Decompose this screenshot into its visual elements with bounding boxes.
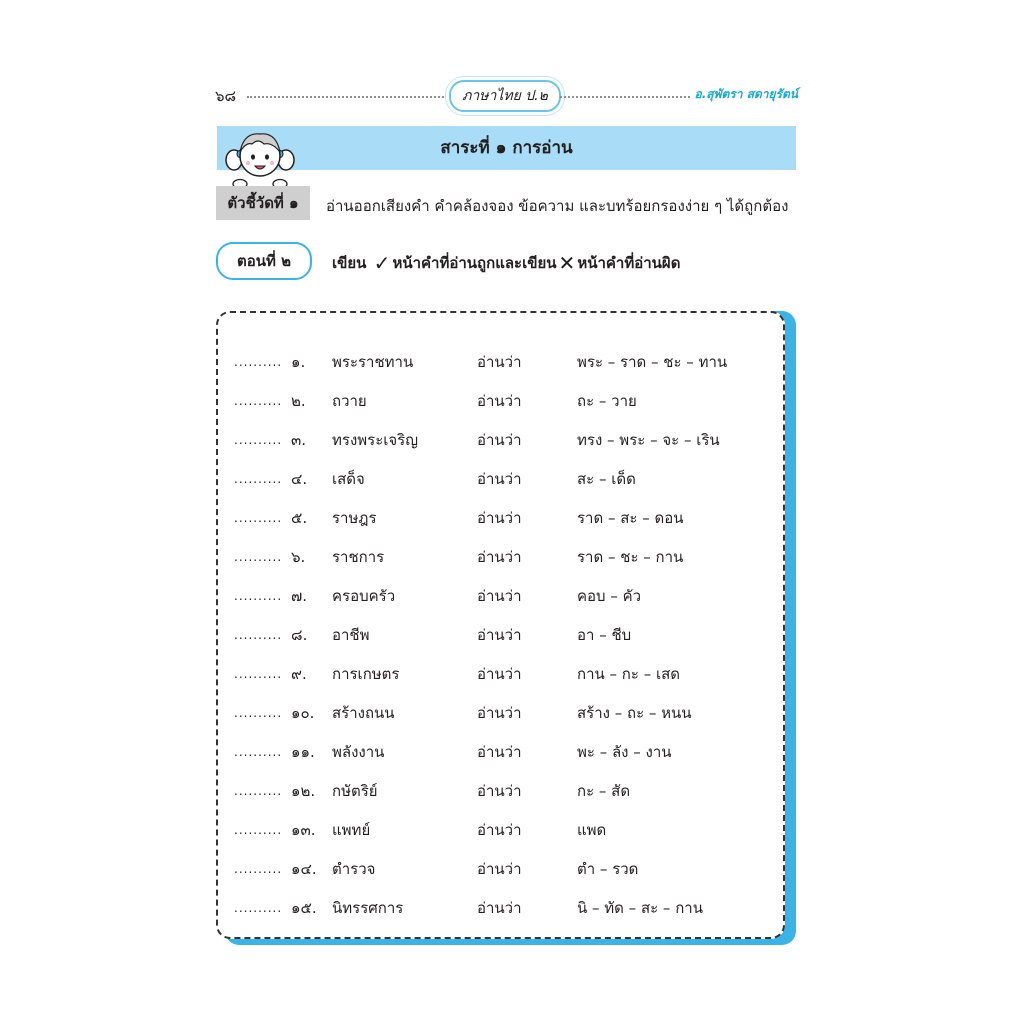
reads-as-label: อ่านว่า [477, 470, 522, 488]
exercise-row [218, 347, 783, 377]
check-mark-icon: ✓ [373, 251, 391, 275]
answer-blank[interactable]: .......... [234, 511, 283, 525]
header-divider-left [247, 96, 447, 98]
item-word: ราษฎร [332, 509, 377, 527]
item-reading: ตำ – รวด [577, 860, 639, 878]
exercise-row [218, 698, 783, 728]
author-name: อ.สุพัตรา สดายุรัตน์ [694, 87, 798, 101]
exercise-row [218, 425, 783, 455]
item-word: อาชีพ [332, 626, 370, 644]
instruction-prefix: เขียน [332, 254, 367, 272]
item-number: ๘. [291, 626, 308, 644]
item-word: กษัตริย์ [332, 782, 378, 800]
answer-blank[interactable]: .......... [234, 433, 283, 447]
exercise-row [218, 503, 783, 533]
item-number: ๔. [291, 470, 308, 488]
reads-as-label: อ่านว่า [477, 821, 522, 839]
item-reading: อา – ชีบ [577, 626, 632, 644]
item-number: ๑๐. [291, 704, 315, 722]
answer-blank[interactable]: .......... [234, 745, 283, 759]
exercise-row [218, 386, 783, 416]
exercise-row [218, 776, 783, 806]
item-number: ๑. [291, 353, 306, 371]
item-word: ราชการ [332, 548, 385, 566]
item-reading: สร้าง – ถะ – หนน [577, 704, 692, 722]
instruction [332, 251, 792, 275]
answer-blank[interactable]: .......... [234, 784, 283, 798]
header-divider-right [560, 96, 690, 98]
exercise-row [218, 464, 783, 494]
item-word: ถวาย [332, 392, 367, 410]
section-title: สาระที่ ๑ การอ่าน [440, 138, 573, 158]
item-number: ๑๓. [291, 821, 316, 839]
item-number: ๒. [291, 392, 306, 410]
indicator-label: ตัวชี้วัดที่ ๑ [216, 186, 310, 220]
item-word: พระราชทาน [332, 353, 414, 371]
reads-as-label: อ่านว่า [477, 782, 522, 800]
answer-blank[interactable]: .......... [234, 550, 283, 564]
item-reading: ราด – ชะ – กาน [577, 548, 684, 566]
answer-blank[interactable]: .......... [234, 823, 283, 837]
reads-as-label: อ่านว่า [477, 899, 522, 917]
item-word: นิทรรศการ [332, 899, 404, 917]
item-word: ทรงพระเจริญ [332, 431, 419, 449]
answer-blank[interactable]: .......... [234, 667, 283, 681]
item-number: ๕. [291, 509, 308, 527]
answer-blank[interactable]: .......... [234, 862, 283, 876]
item-word: ตำรวจ [332, 860, 376, 878]
exercise-row [218, 815, 783, 845]
item-number: ๖. [291, 548, 306, 566]
item-reading: ราด – สะ – ดอน [577, 509, 684, 527]
instruction-middle: หน้าคำที่อ่านถูกและเขียน [392, 254, 557, 272]
reads-as-label: อ่านว่า [477, 509, 522, 527]
reads-as-label: อ่านว่า [477, 392, 522, 410]
item-reading: คอบ – คัว [577, 587, 642, 605]
item-reading: พระ – ราด – ชะ – ทาน [577, 353, 728, 371]
item-number: ๑๕. [291, 899, 317, 917]
reads-as-label: อ่านว่า [477, 665, 522, 683]
item-number: ๑๔. [291, 860, 317, 878]
item-reading: กาน – กะ – เสด [577, 665, 680, 683]
exercise-box [216, 311, 785, 939]
answer-blank[interactable]: .......... [234, 589, 283, 603]
reads-as-label: อ่านว่า [477, 704, 522, 722]
reads-as-label: อ่านว่า [477, 626, 522, 644]
item-reading: พะ – ลัง – งาน [577, 743, 672, 761]
item-reading: นิ – ทัด – สะ – กาน [577, 899, 703, 917]
item-word: ครอบครัว [332, 587, 396, 605]
item-word: การเกษตร [332, 665, 400, 683]
answer-blank[interactable]: .......... [234, 706, 283, 720]
item-reading: ทรง – พระ – จะ – เริน [577, 431, 720, 449]
page-number: ๖๘ [215, 87, 237, 105]
girl-illustration [224, 126, 296, 190]
reads-as-label: อ่านว่า [477, 860, 522, 878]
item-number: ๑๒. [291, 782, 316, 800]
item-reading: ถะ – วาย [577, 392, 637, 410]
item-number: ๙. [291, 665, 307, 683]
section-banner [217, 126, 796, 170]
exercise-row [218, 581, 783, 611]
book-title: ภาษาไทย ป.๒ [449, 80, 561, 112]
answer-blank[interactable]: .......... [234, 901, 283, 915]
answer-blank[interactable]: .......... [234, 394, 283, 408]
exercise-row [218, 854, 783, 884]
item-number: ๑๑. [291, 743, 315, 761]
item-word: สร้างถนน [332, 704, 395, 722]
reads-as-label: อ่านว่า [477, 353, 522, 371]
exercise-row [218, 893, 783, 923]
part-label: ตอนที่ ๒ [216, 242, 312, 280]
instruction-suffix: หน้าคำที่อ่านผิด [577, 254, 681, 272]
exercise-row [218, 659, 783, 689]
exercise-row [218, 542, 783, 572]
item-word: พลังงาน [332, 743, 385, 761]
exercise-row [218, 737, 783, 767]
indicator-text: อ่านออกเสียงคำ คำคล้องจอง ข้อความ และบทร้อยกรองง่าย ๆ ได้ถูกต้อง [326, 197, 789, 215]
answer-blank[interactable]: .......... [234, 628, 283, 642]
answer-blank[interactable]: .......... [234, 472, 283, 486]
item-word: เสด็จ [332, 470, 365, 488]
item-number: ๓. [291, 431, 307, 449]
reads-as-label: อ่านว่า [477, 587, 522, 605]
exercise-row [218, 620, 783, 650]
reads-as-label: อ่านว่า [477, 431, 522, 449]
item-reading: กะ – สัด [577, 782, 631, 800]
item-word: แพทย์ [332, 821, 371, 839]
cross-mark-icon: ✕ [558, 251, 576, 275]
item-reading: แพด [577, 821, 607, 839]
reads-as-label: อ่านว่า [477, 548, 522, 566]
answer-blank[interactable]: .......... [234, 355, 283, 369]
item-reading: สะ – เด็ด [577, 470, 636, 488]
reads-as-label: อ่านว่า [477, 743, 522, 761]
item-number: ๗. [291, 587, 308, 605]
